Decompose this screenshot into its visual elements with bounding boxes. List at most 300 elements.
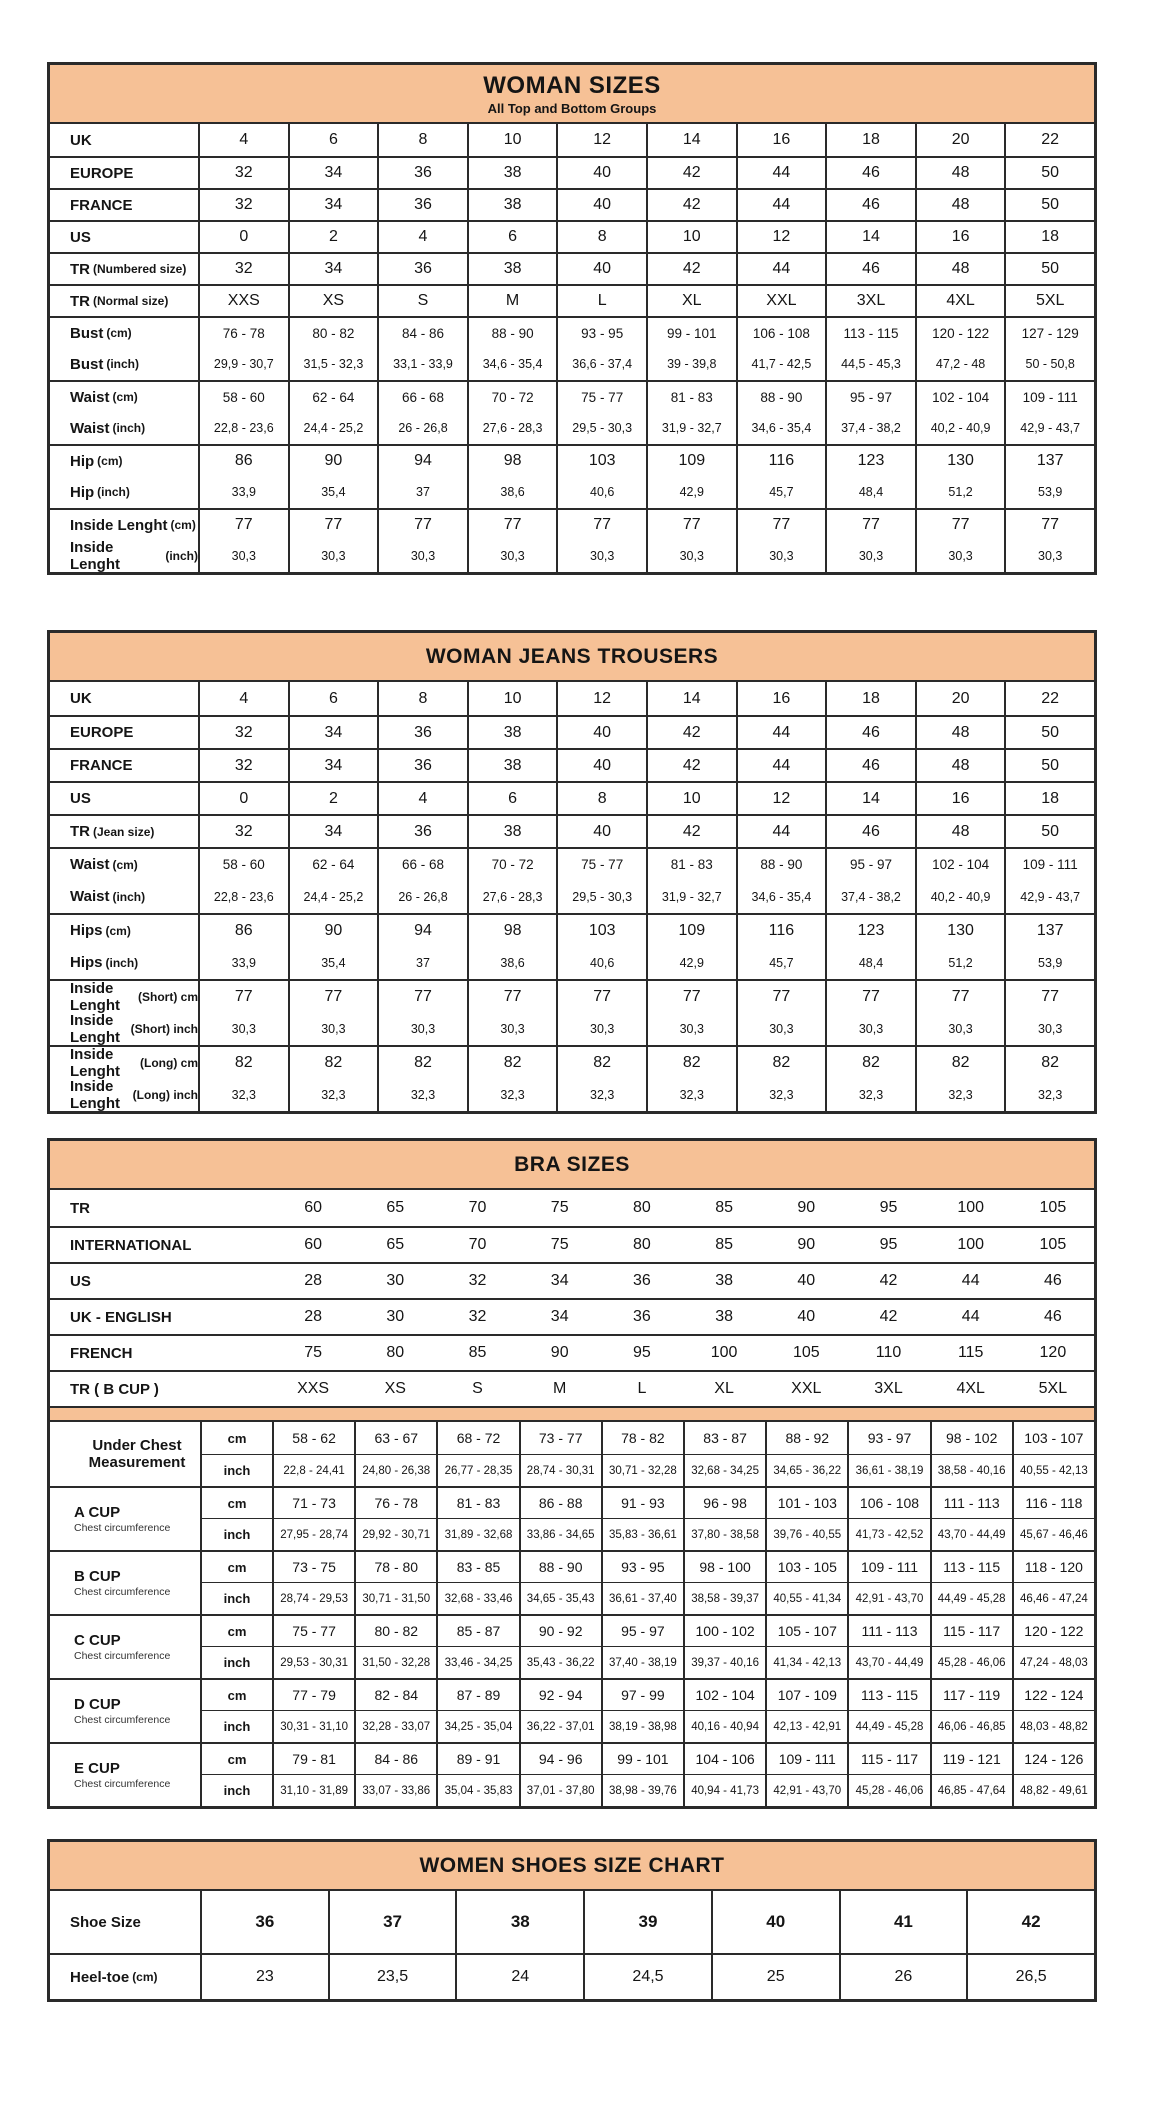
size-cell: 12 — [736, 781, 826, 814]
size-cell: 30,71 - 31,50 — [354, 1582, 436, 1614]
cup-label-text: D CUP — [74, 1695, 121, 1713]
size-cell: 32,3 — [198, 1078, 288, 1111]
size-cell: 116 - 118 — [1012, 1486, 1094, 1518]
size-cell: 25 — [711, 1953, 839, 1999]
size-cell: 27,6 - 28,3 — [467, 880, 557, 913]
size-cell: 127 - 129 — [1004, 316, 1094, 348]
size-cell: 44 — [736, 748, 826, 781]
size-cell: 77 — [556, 508, 646, 540]
size-cell: 6 — [467, 781, 557, 814]
size-cell: 33,9 — [198, 946, 288, 979]
unit-label: inch — [200, 1518, 272, 1550]
size-cell: 30,3 — [377, 1012, 467, 1045]
row-label: UK - ENGLISH — [50, 1298, 272, 1334]
bra-cup-grid — [50, 1422, 1094, 1806]
size-cell: 4 — [198, 682, 288, 715]
size-cell: 16 — [736, 682, 826, 715]
size-cell: 2 — [288, 781, 378, 814]
size-cell: 48 — [915, 715, 1005, 748]
cup-sublabel-text: Chest circumference — [74, 1778, 171, 1791]
size-cell: 32,3 — [825, 1078, 915, 1111]
size-cell: 28,74 - 30,31 — [519, 1454, 601, 1486]
size-cell: 5XL — [1004, 284, 1094, 316]
row-label: TR — [70, 1199, 90, 1217]
size-cell: 38,98 - 39,76 — [601, 1774, 683, 1806]
size-cell: L — [601, 1370, 683, 1406]
size-cell: 50 — [1004, 715, 1094, 748]
size-cell: 14 — [646, 124, 736, 156]
size-cell: 35,83 - 36,61 — [601, 1518, 683, 1550]
row-label: Waist (inch) — [70, 419, 146, 437]
size-cell: 35,4 — [288, 476, 378, 508]
size-cell: M — [467, 284, 557, 316]
size-cell: 77 — [915, 508, 1005, 540]
size-cell: 85 — [715, 1199, 733, 1216]
size-cell: 26,5 — [966, 1953, 1094, 1999]
size-cell: 58 - 60 — [198, 847, 288, 880]
size-cell: 16 — [915, 781, 1005, 814]
size-cell: 115 - 117 — [847, 1742, 929, 1774]
size-cell: 46 — [1012, 1262, 1094, 1298]
size-cell: 46 — [825, 156, 915, 188]
size-cell: 40,2 - 40,9 — [915, 880, 1005, 913]
size-cell: 80 - 82 — [354, 1614, 436, 1646]
size-cell: 37 — [377, 476, 467, 508]
size-cell: 85 - 87 — [436, 1614, 518, 1646]
size-cell: 82 — [915, 1045, 1005, 1078]
size-cell: 38,58 - 39,37 — [683, 1582, 765, 1614]
size-cell: 58 - 60 — [198, 380, 288, 412]
size-cell: 32,3 — [1004, 1078, 1094, 1111]
size-cell: 77 — [825, 508, 915, 540]
size-cell: 0 — [198, 220, 288, 252]
size-cell: 30,3 — [646, 1012, 736, 1045]
row-label: EUROPE — [50, 156, 198, 188]
size-cell: 3XL — [847, 1370, 929, 1406]
cup-sublabel-text: Chest circumference — [74, 1714, 171, 1727]
size-cell: 36 — [601, 1298, 683, 1334]
size-cell: 10 — [646, 781, 736, 814]
size-cell: 113 - 115 — [825, 316, 915, 348]
size-cell: 42,9 - 43,7 — [1004, 880, 1094, 913]
size-cell: 95 - 97 — [601, 1614, 683, 1646]
size-cell: 43,70 - 44,49 — [847, 1646, 929, 1678]
size-cell: 62 - 64 — [288, 847, 378, 880]
size-cell: 4 — [377, 220, 467, 252]
size-cell: 22 — [1004, 682, 1094, 715]
bra-sizes-table — [47, 1138, 1097, 1809]
size-cell: 82 — [377, 1045, 467, 1078]
size-cell: 77 — [1004, 979, 1094, 1012]
size-cell: 92 - 94 — [519, 1678, 601, 1710]
unit-label: cm — [200, 1614, 272, 1646]
size-cell: 31,89 - 32,68 — [436, 1518, 518, 1550]
size-cell: 77 — [198, 508, 288, 540]
size-cell: 32 — [198, 715, 288, 748]
size-cell: 35,04 - 35,83 — [436, 1774, 518, 1806]
size-cell: 32,3 — [467, 1078, 557, 1111]
row-label: FRANCE — [50, 748, 198, 781]
size-cell: 24,4 - 25,2 — [288, 412, 378, 444]
size-cell: 90 — [288, 444, 378, 476]
size-cell: 37,4 - 38,2 — [825, 412, 915, 444]
size-cell: 12 — [736, 220, 826, 252]
size-cell: 53,9 — [1004, 476, 1094, 508]
size-cell: 53,9 — [1004, 946, 1094, 979]
size-cell: 31,5 - 32,3 — [288, 348, 378, 380]
size-cell: 20 — [915, 682, 1005, 715]
size-cell: 95 — [847, 1226, 929, 1262]
size-cell: 23,5 — [328, 1953, 456, 1999]
bra-band-grid — [50, 1190, 1094, 1406]
size-cell: 2 — [288, 220, 378, 252]
size-cell: 97 - 99 — [601, 1678, 683, 1710]
unit-label: inch — [200, 1710, 272, 1742]
bra-table-divider — [50, 1406, 1094, 1422]
size-cell: 40 — [556, 252, 646, 284]
size-cell: XXL — [736, 284, 826, 316]
women-shoes-grid — [50, 1891, 1094, 1999]
unit-label: inch — [200, 1646, 272, 1678]
size-cell: 70 — [436, 1226, 518, 1262]
size-cell: 40,55 - 42,13 — [1012, 1454, 1094, 1486]
size-cell: 42 — [646, 156, 736, 188]
size-cell: 32 — [436, 1298, 518, 1334]
size-cell: 32,3 — [556, 1078, 646, 1111]
size-cell: 73 - 77 — [519, 1422, 601, 1454]
size-cell: 81 - 83 — [436, 1486, 518, 1518]
size-cell: 115 - 117 — [930, 1614, 1012, 1646]
size-cell: 44 — [930, 1298, 1012, 1334]
size-cell: 51,2 — [915, 476, 1005, 508]
size-cell: 34 — [288, 814, 378, 847]
size-cell: 32 — [198, 252, 288, 284]
size-cell: 88 - 90 — [736, 380, 826, 412]
unit-label: cm — [200, 1486, 272, 1518]
size-cell: 116 — [736, 444, 826, 476]
size-cell: 83 - 87 — [683, 1422, 765, 1454]
size-cell: 105 — [765, 1334, 847, 1370]
size-cell: 70 - 72 — [467, 380, 557, 412]
size-cell: 50 — [1004, 748, 1094, 781]
size-cell: 90 — [519, 1334, 601, 1370]
size-cell: 95 - 97 — [825, 380, 915, 412]
size-chart-page — [0, 62, 1164, 2002]
size-cell: 76 - 78 — [198, 316, 288, 348]
size-cell: 33,1 - 33,9 — [377, 348, 467, 380]
size-cell: 33,9 — [198, 476, 288, 508]
size-cell: 77 — [646, 979, 736, 1012]
size-cell: 88 - 92 — [765, 1422, 847, 1454]
size-cell: 109 - 111 — [1004, 847, 1094, 880]
size-cell: 37,80 - 38,58 — [683, 1518, 765, 1550]
woman-sizes-grid — [50, 124, 1094, 572]
size-cell: 37,01 - 37,80 — [519, 1774, 601, 1806]
size-cell: 8 — [556, 781, 646, 814]
size-cell: 30,3 — [556, 540, 646, 572]
size-cell: 36 — [377, 814, 467, 847]
size-cell: 38 — [467, 814, 557, 847]
size-cell: 29,92 - 30,71 — [354, 1518, 436, 1550]
size-cell: 93 - 97 — [847, 1422, 929, 1454]
size-cell: 44 — [736, 188, 826, 220]
cup-label-text: B CUP — [74, 1567, 121, 1585]
size-cell: 88 - 90 — [467, 316, 557, 348]
size-cell: 100 — [930, 1226, 1012, 1262]
size-cell: 48 — [915, 252, 1005, 284]
size-cell: 42,9 — [646, 946, 736, 979]
size-cell: 33,07 - 33,86 — [354, 1774, 436, 1806]
size-cell: 47,2 - 48 — [915, 348, 1005, 380]
size-cell: 100 - 102 — [683, 1614, 765, 1646]
size-cell: 42,13 - 42,91 — [765, 1710, 847, 1742]
row-label: Bust (inch) — [70, 355, 140, 373]
size-cell: S — [377, 284, 467, 316]
size-cell: 33,86 - 34,65 — [519, 1518, 601, 1550]
row-label: Inside Lenght (Long) cm — [50, 1045, 198, 1078]
size-cell: 46 — [1012, 1298, 1094, 1334]
size-cell: 42 — [966, 1891, 1094, 1953]
row-label: INTERNATIONAL — [50, 1226, 272, 1262]
size-cell: 58 - 62 — [272, 1422, 354, 1454]
woman-jeans-table — [47, 630, 1097, 1114]
size-cell: 30,3 — [288, 540, 378, 572]
size-cell: 32 — [436, 1262, 518, 1298]
size-cell: 75 — [272, 1334, 354, 1370]
size-cell: 38 — [467, 156, 557, 188]
size-cell: 10 — [467, 124, 557, 156]
size-cell: 38 — [467, 188, 557, 220]
women-shoes-table — [47, 1839, 1097, 2002]
size-cell: 48,4 — [825, 946, 915, 979]
women-shoes-title: WOMEN SHOES SIZE CHART — [419, 1854, 725, 1877]
row-label: Waist (cm) — [50, 847, 198, 880]
row-label: TR (Jean size) — [50, 814, 198, 847]
size-cell: 30 — [354, 1298, 436, 1334]
size-cell: 38 — [683, 1298, 765, 1334]
size-cell: 39 - 39,8 — [646, 348, 736, 380]
cup-sublabel-text: Chest circumference — [74, 1650, 171, 1663]
size-cell: 90 — [765, 1226, 847, 1262]
size-cell: 82 — [556, 1045, 646, 1078]
row-label: TR (Normal size) — [50, 284, 198, 316]
size-cell: L — [556, 284, 646, 316]
cup-label-text: Under Chest Measurement — [88, 1436, 186, 1471]
size-cell: 30,3 — [825, 1012, 915, 1045]
size-cell: 32,3 — [646, 1078, 736, 1111]
size-cell: 101 - 103 — [765, 1486, 847, 1518]
size-cell: 77 — [377, 508, 467, 540]
size-cell: 123 — [825, 444, 915, 476]
size-cell: 30,3 — [915, 1012, 1005, 1045]
row-label: US — [50, 1262, 272, 1298]
unit-label: cm — [200, 1422, 272, 1454]
size-cell: 32,68 - 34,25 — [683, 1454, 765, 1486]
size-cell: 82 - 84 — [354, 1678, 436, 1710]
row-label: Heel-toe (cm) — [50, 1953, 200, 1999]
size-cell: 77 — [915, 979, 1005, 1012]
cup-group-label — [50, 1486, 200, 1550]
size-cell: 38 — [467, 252, 557, 284]
cup-group-label — [50, 1422, 200, 1486]
size-cell: 34 — [288, 715, 378, 748]
size-cell: 48,4 — [825, 476, 915, 508]
row-label: Hips (inch) — [70, 954, 139, 971]
size-cell: 47,24 - 48,03 — [1012, 1646, 1094, 1678]
cup-label-text: C CUP — [74, 1631, 121, 1649]
row-label: Shoe Size — [70, 1913, 141, 1931]
size-cell: 39,37 - 40,16 — [683, 1646, 765, 1678]
size-cell: 118 - 120 — [1012, 1550, 1094, 1582]
cup-group-label — [50, 1550, 200, 1614]
size-cell: 31,9 - 32,7 — [646, 412, 736, 444]
size-cell: 120 — [1012, 1334, 1094, 1370]
size-cell: 44,49 - 45,28 — [847, 1710, 929, 1742]
row-label: TR (Numbered size) — [50, 252, 198, 284]
size-cell: 60 — [304, 1199, 322, 1216]
size-cell: 50 — [1004, 814, 1094, 847]
cup-label-text: E CUP — [74, 1759, 120, 1777]
row-label: Inside Lenght (Short) inch — [70, 1011, 198, 1046]
size-cell: 48,03 - 48,82 — [1012, 1710, 1094, 1742]
size-cell: 73 - 75 — [272, 1550, 354, 1582]
size-cell: 30,3 — [1004, 540, 1094, 572]
size-cell: 75 - 77 — [556, 380, 646, 412]
size-cell: 4XL — [915, 284, 1005, 316]
size-cell: 44,5 - 45,3 — [825, 348, 915, 380]
size-cell: 111 - 113 — [847, 1614, 929, 1646]
size-cell: 48 — [915, 188, 1005, 220]
size-cell: 91 - 93 — [601, 1486, 683, 1518]
size-cell: 117 - 119 — [930, 1678, 1012, 1710]
size-cell: 34 — [519, 1298, 601, 1334]
size-cell: 77 — [736, 508, 826, 540]
size-cell: 99 - 101 — [601, 1742, 683, 1774]
size-cell: 82 — [825, 1045, 915, 1078]
size-cell: 28 — [272, 1262, 354, 1298]
size-cell: 32,3 — [288, 1078, 378, 1111]
size-cell: 46 — [825, 748, 915, 781]
woman-sizes-subtitle: All Top and Bottom Groups — [487, 101, 657, 116]
size-cell: 85 — [436, 1334, 518, 1370]
size-cell: 34,65 - 36,22 — [765, 1454, 847, 1486]
size-cell: 24,4 - 25,2 — [288, 880, 378, 913]
size-cell: 30,3 — [1004, 1012, 1094, 1045]
size-cell: 89 - 91 — [436, 1742, 518, 1774]
size-cell: 30,31 - 31,10 — [272, 1710, 354, 1742]
size-cell: 110 — [847, 1334, 929, 1370]
size-cell: 30,3 — [736, 1012, 826, 1045]
size-cell: 42 — [847, 1262, 929, 1298]
size-cell: 94 — [377, 913, 467, 946]
size-cell: XL — [646, 284, 736, 316]
size-cell: 14 — [646, 682, 736, 715]
size-cell: 75 - 77 — [272, 1614, 354, 1646]
size-cell: 75 - 77 — [556, 847, 646, 880]
size-cell: 40 — [556, 715, 646, 748]
cup-sublabel-text: Chest circumference — [74, 1586, 171, 1599]
unit-label: cm — [200, 1742, 272, 1774]
woman-sizes-header — [50, 65, 1094, 124]
size-cell: 28,74 - 29,53 — [272, 1582, 354, 1614]
size-cell: 24,5 — [583, 1953, 711, 1999]
size-cell: 34,6 - 35,4 — [736, 880, 826, 913]
size-cell: 36,61 - 37,40 — [601, 1582, 683, 1614]
size-cell: 26 - 26,8 — [377, 880, 467, 913]
size-cell: 43,70 - 44,49 — [930, 1518, 1012, 1550]
cup-group-label — [50, 1742, 200, 1806]
size-cell: 80 - 82 — [288, 316, 378, 348]
size-cell: 36 — [377, 156, 467, 188]
size-cell: 32,28 - 33,07 — [354, 1710, 436, 1742]
size-cell: 45,28 - 46,06 — [930, 1646, 1012, 1678]
size-cell: 98 - 102 — [930, 1422, 1012, 1454]
size-cell: 62 - 64 — [288, 380, 378, 412]
size-cell: XXS — [198, 284, 288, 316]
size-cell: 40,55 - 41,34 — [765, 1582, 847, 1614]
size-cell: 109 — [646, 913, 736, 946]
size-cell: 40 — [556, 814, 646, 847]
size-cell: 77 — [736, 979, 826, 1012]
size-cell: 42 — [646, 814, 736, 847]
size-cell: 77 — [1004, 508, 1094, 540]
size-cell: 103 — [556, 444, 646, 476]
size-cell: 107 - 109 — [765, 1678, 847, 1710]
size-cell: 94 - 96 — [519, 1742, 601, 1774]
size-cell: 50 — [1004, 156, 1094, 188]
size-cell: 44,49 - 45,28 — [930, 1582, 1012, 1614]
size-cell: 98 - 100 — [683, 1550, 765, 1582]
size-cell: 46,85 - 47,64 — [930, 1774, 1012, 1806]
size-cell: 48,82 - 49,61 — [1012, 1774, 1094, 1806]
size-cell: 30 — [354, 1262, 436, 1298]
size-cell: 41,7 - 42,5 — [736, 348, 826, 380]
size-cell: 40,6 — [556, 946, 646, 979]
size-cell: 76 - 78 — [354, 1486, 436, 1518]
size-cell: 77 — [198, 979, 288, 1012]
unit-label: inch — [200, 1582, 272, 1614]
size-cell: 44 — [736, 814, 826, 847]
size-cell: 12 — [556, 682, 646, 715]
size-cell: 31,50 - 32,28 — [354, 1646, 436, 1678]
size-cell: 27,6 - 28,3 — [467, 412, 557, 444]
size-cell: 77 — [467, 979, 557, 1012]
size-cell: 38 — [467, 748, 557, 781]
size-cell: 48 — [915, 156, 1005, 188]
woman-sizes-title: WOMAN SIZES — [483, 72, 661, 99]
size-cell: 18 — [825, 124, 915, 156]
size-cell: 113 - 115 — [930, 1550, 1012, 1582]
size-cell: 77 — [646, 508, 736, 540]
size-cell: 40 — [556, 748, 646, 781]
size-cell: 30,3 — [556, 1012, 646, 1045]
size-cell: 75 — [550, 1199, 569, 1216]
size-cell: 6 — [288, 124, 378, 156]
size-cell: XL — [683, 1370, 765, 1406]
size-cell: 102 - 104 — [915, 847, 1005, 880]
size-cell: 36,61 - 38,19 — [847, 1454, 929, 1486]
row-label: Waist (inch) — [70, 888, 146, 905]
size-cell: 44 — [736, 156, 826, 188]
size-cell: 36 — [377, 252, 467, 284]
size-cell: 32 — [198, 748, 288, 781]
size-cell: 78 - 80 — [354, 1550, 436, 1582]
size-cell: 36 — [601, 1262, 683, 1298]
size-cell: 48 — [915, 814, 1005, 847]
size-cell: 16 — [915, 220, 1005, 252]
size-cell: 14 — [825, 781, 915, 814]
size-cell: 32 — [198, 814, 288, 847]
